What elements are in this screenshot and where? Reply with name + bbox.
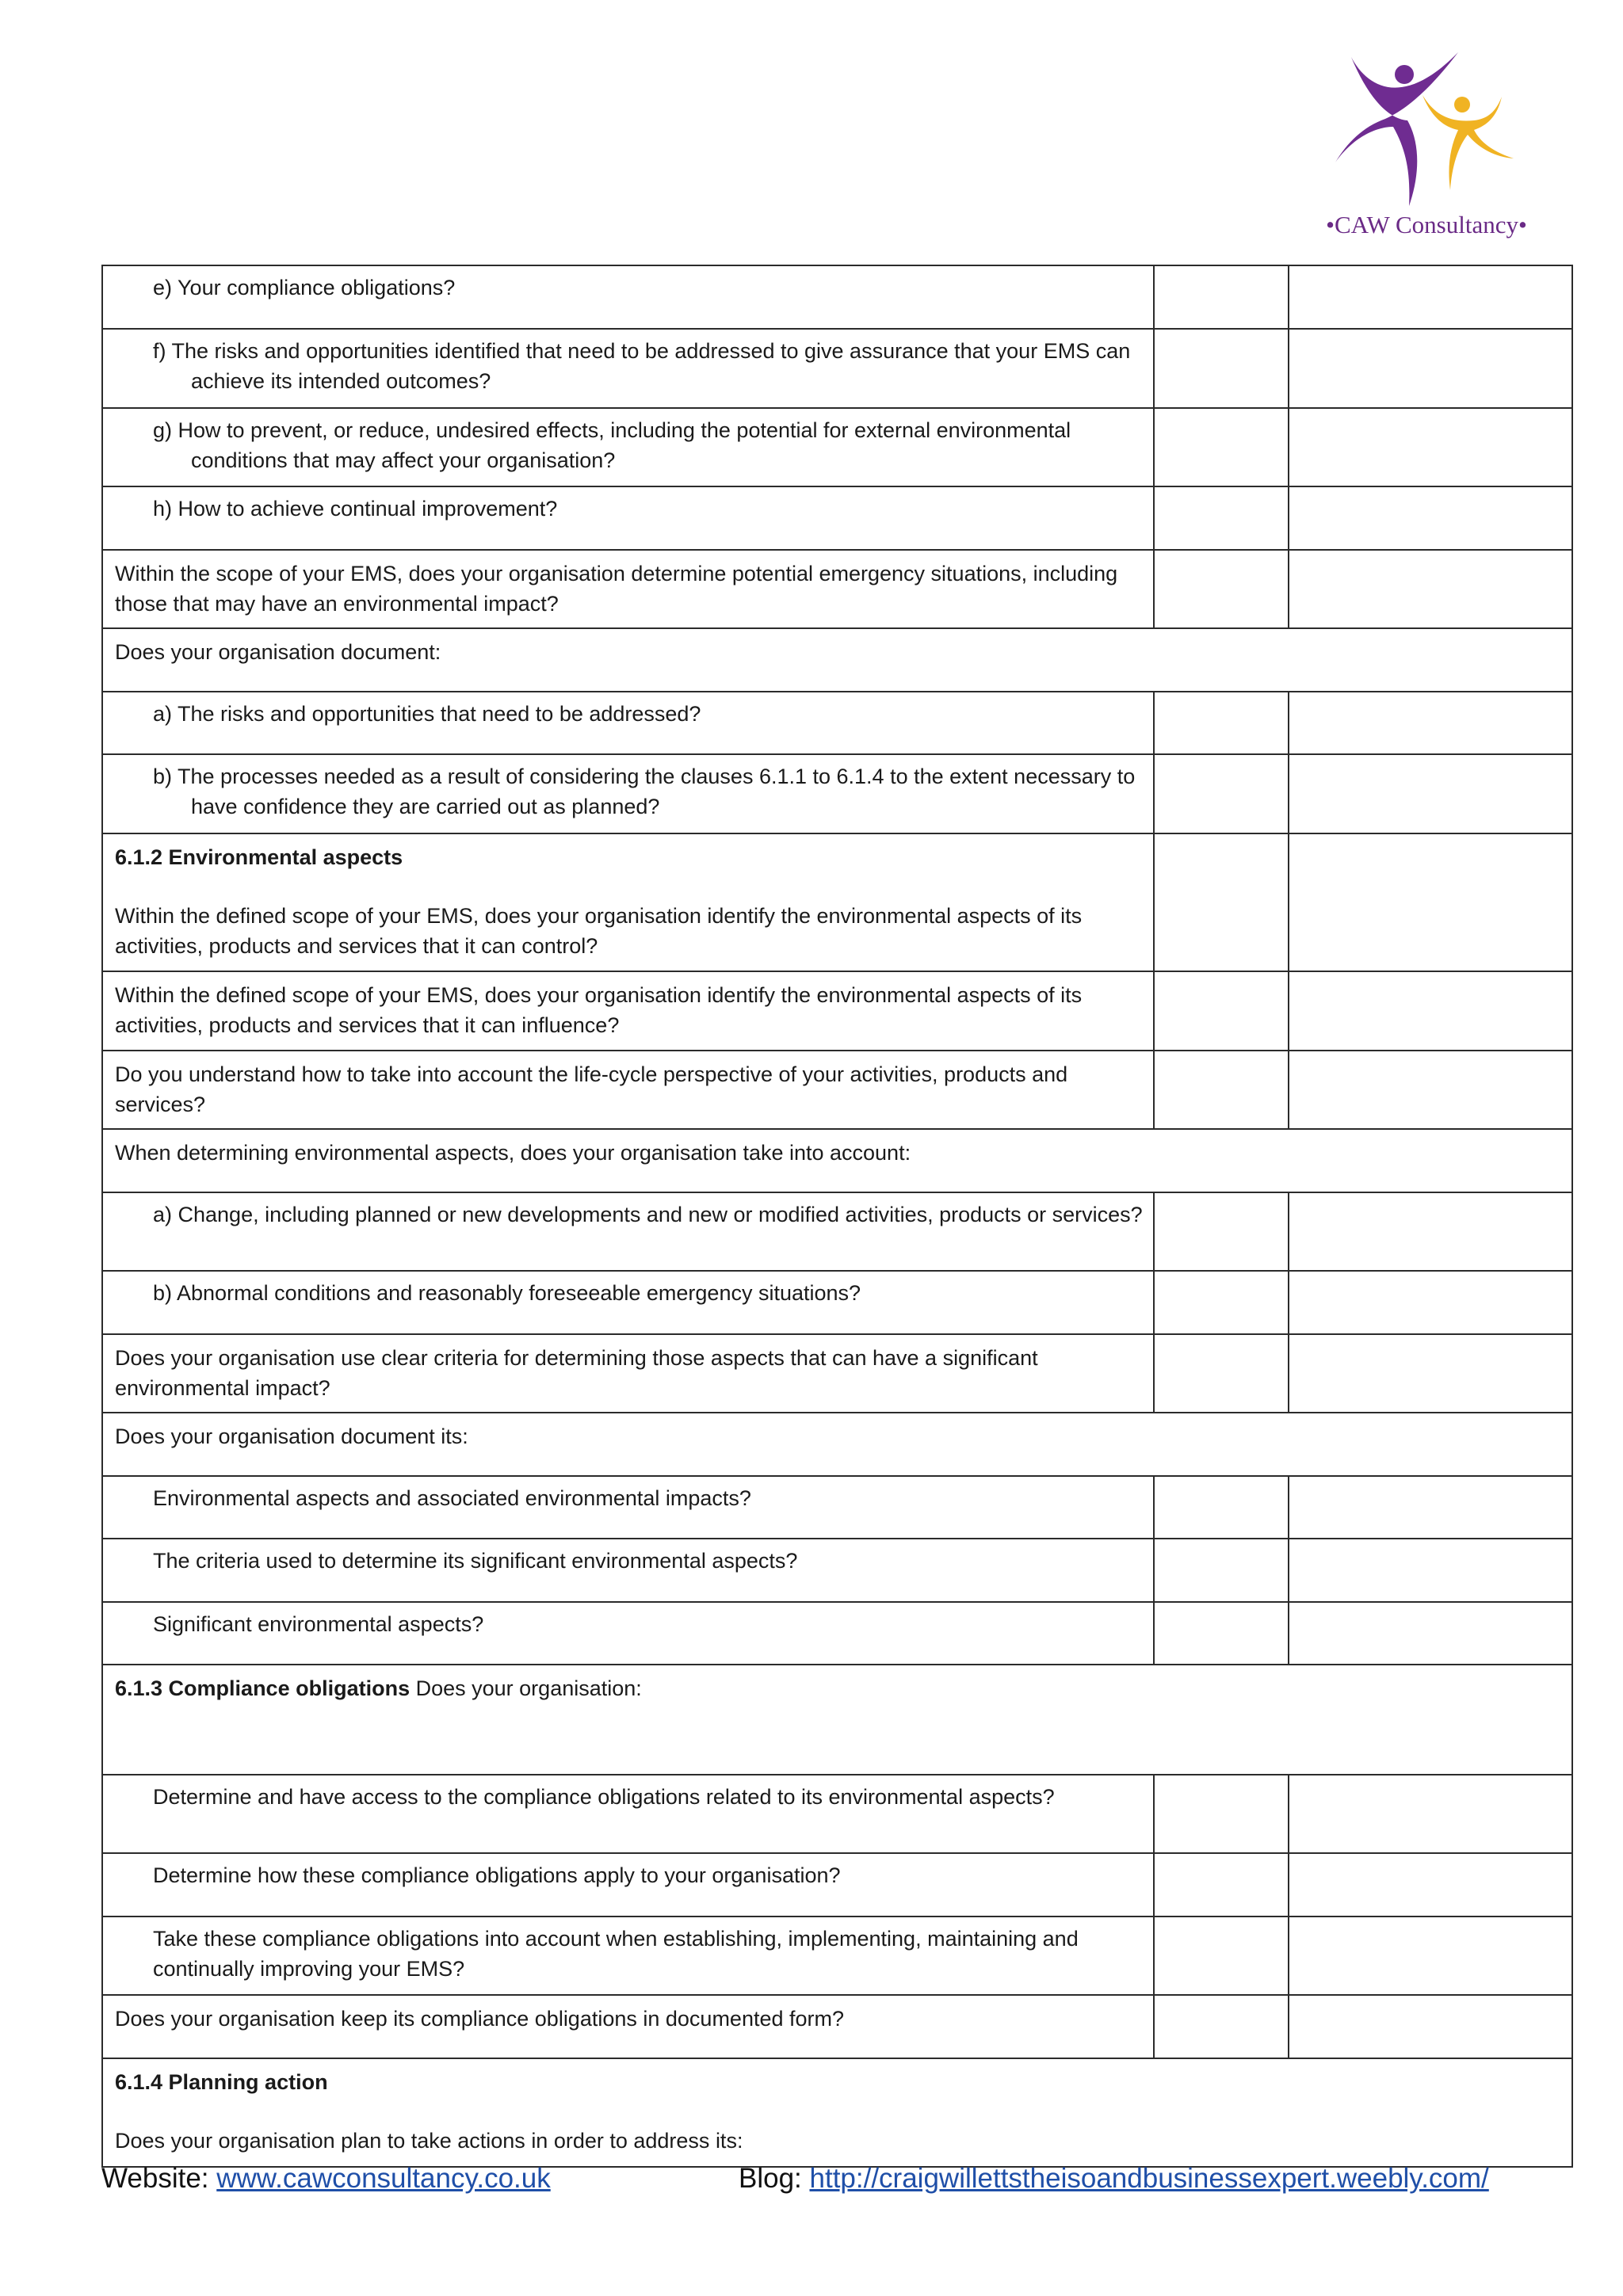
question-cell [102,1775,1154,1853]
answer-cell[interactable] [1154,971,1289,1051]
question-text: Determine and have access to the compliance obligations related to its environmental aspects? [153,1785,1055,1809]
question-text: Do you understand how to take into account the life-cycle perspective of your activities, products and services? [115,1062,1068,1116]
table-row [102,1853,1572,1917]
answer-cell[interactable] [1154,833,1289,971]
answer-cell[interactable] [1154,1334,1289,1413]
section-heading: 6.1.4 Planning action [115,2070,328,2094]
audit-checklist-table [101,265,1573,2168]
answer-cell[interactable] [1154,1917,1289,1995]
notes-cell[interactable] [1289,1917,1572,1995]
question-text: g) How to prevent, or reduce, undesired effects, including the potential for external environmental conditions that may affect your organisation? [153,418,1071,472]
table-row [102,754,1572,833]
answer-cell[interactable] [1154,1602,1289,1665]
answer-cell[interactable] [1154,1051,1289,1129]
question-text: Does your organisation: [415,1676,642,1700]
notes-cell[interactable] [1289,692,1572,754]
table-row [102,1271,1572,1334]
question-cell [102,1129,1572,1192]
question-text: h) How to achieve continual improvement? [153,497,558,521]
table-row [102,1917,1572,1995]
section-heading: 6.1.3 Compliance obligations [115,1676,411,1700]
question-cell [102,2058,1572,2167]
question-text: Within the scope of your EMS, does your organisation determine potential emergency situations, including those that may have an environmental impact? [115,562,1118,616]
notes-cell[interactable] [1289,971,1572,1051]
question-cell [102,1413,1572,1476]
question-text: a) Change, including planned or new developments and new or modified activities, products or services? [153,1203,1143,1226]
answer-cell[interactable] [1154,1271,1289,1334]
question-cell [102,486,1154,550]
answer-cell[interactable] [1154,1192,1289,1271]
table-row [102,971,1572,1051]
footer [101,2163,1575,2198]
question-text: Environmental aspects and associated environmental impacts? [153,1486,751,1510]
answer-cell[interactable] [1154,1775,1289,1853]
table-row [102,1665,1572,1775]
question-text: Take these compliance obligations into account when establishing, implementing, maintaining and continually improving your EMS? [153,1927,1079,1981]
answer-cell[interactable] [1154,1853,1289,1917]
question-text: a) The risks and opportunities that need to be addressed? [153,702,701,726]
logo-wordmark: •CAW Consultancy• [1326,211,1527,238]
question-cell [102,1539,1154,1602]
answer-cell[interactable] [1154,408,1289,486]
question-cell [102,1917,1154,1995]
notes-cell[interactable] [1289,329,1572,408]
notes-cell[interactable] [1289,1602,1572,1665]
question-cell [102,833,1154,971]
table-row [102,1602,1572,1665]
table-row [102,1192,1572,1271]
question-cell [102,692,1154,754]
notes-cell[interactable] [1289,754,1572,833]
table-row [102,1334,1572,1413]
notes-cell[interactable] [1289,265,1572,329]
table-row [102,1051,1572,1129]
table-row [102,1476,1572,1539]
section-heading: 6.1.2 Environmental aspects [115,845,403,869]
table-row [102,1129,1572,1192]
table-row [102,692,1572,754]
question-cell [102,754,1154,833]
question-text: Does your organisation document its: [115,1425,468,1448]
notes-cell[interactable] [1289,1476,1572,1539]
question-text: f) The risks and opportunities identified that need to be addressed to give assurance that your EMS can achieve its intended outcomes? [153,339,1131,393]
question-text: The criteria used to determine its significant environmental aspects? [153,1549,798,1573]
question-cell [102,971,1154,1051]
answer-cell[interactable] [1154,329,1289,408]
caw-logo-figures-icon [1331,48,1522,206]
question-cell [102,1476,1154,1539]
answer-cell[interactable] [1154,1995,1289,2058]
question-cell [102,1853,1154,1917]
table-row [102,2058,1572,2167]
answer-cell[interactable] [1154,692,1289,754]
answer-cell[interactable] [1154,486,1289,550]
notes-cell[interactable] [1289,1271,1572,1334]
question-cell [102,265,1154,329]
notes-cell[interactable] [1289,833,1572,971]
question-text: Does your organisation use clear criteria for determining those aspects that can have a significant environmental impact? [115,1346,1038,1400]
table-row [102,265,1572,329]
question-cell [102,550,1154,628]
question-cell [102,1995,1154,2058]
blog-block [739,2163,1489,2195]
table-row [102,628,1572,692]
question-cell [102,1051,1154,1129]
notes-cell[interactable] [1289,1775,1572,1853]
question-cell [102,408,1154,486]
notes-cell[interactable] [1289,1334,1572,1413]
website-label: Website: [101,2163,217,2194]
table-row [102,1995,1572,2058]
table-row [102,408,1572,486]
answer-cell[interactable] [1154,265,1289,329]
question-text: Determine how these compliance obligations apply to your organisation? [153,1863,841,1887]
question-cell [102,1192,1154,1271]
notes-cell[interactable] [1289,1051,1572,1129]
question-text: Significant environmental aspects? [153,1612,484,1636]
notes-cell[interactable] [1289,550,1572,628]
question-cell [102,1334,1154,1413]
question-cell [102,1665,1572,1775]
answer-cell[interactable] [1154,754,1289,833]
notes-cell[interactable] [1289,486,1572,550]
table-row [102,486,1572,550]
notes-cell[interactable] [1289,1995,1572,2058]
question-text: b) Abnormal conditions and reasonably foreseeable emergency situations? [153,1281,861,1305]
question-cell [102,1602,1154,1665]
question-text: Does your organisation document: [115,640,441,664]
question-cell [102,329,1154,408]
table-row [102,1413,1572,1476]
question-cell [102,628,1572,692]
table-row [102,550,1572,628]
answer-cell[interactable] [1154,1539,1289,1602]
notes-cell[interactable] [1289,1192,1572,1271]
question-text: b) The processes needed as a result of considering the clauses 6.1.1 to 6.1.4 to the extent necessary to have confidence they are carried out as planned? [153,765,1136,818]
notes-cell[interactable] [1289,1539,1572,1602]
question-text: Does your organisation plan to take actions in order to address its: [115,2129,743,2153]
answer-cell[interactable] [1154,1476,1289,1539]
table-row [102,833,1572,971]
answer-cell[interactable] [1154,550,1289,628]
notes-cell[interactable] [1289,1853,1572,1917]
table-row [102,1539,1572,1602]
blog-label: Blog: [739,2163,810,2194]
website-link[interactable]: www.cawconsultancy.co.uk [216,2163,551,2194]
question-text: Does your organisation keep its compliance obligations in documented form? [115,2007,845,2031]
caw-logo [1300,48,1553,246]
table-row [102,1775,1572,1853]
table-row [102,329,1572,408]
notes-cell[interactable] [1289,408,1572,486]
blog-link[interactable]: http://craigwillettstheisoandbusinessexpert.weebly.com/ [809,2163,1489,2194]
question-text: When determining environmental aspects, does your organisation take into account: [115,1141,911,1165]
question-text: Within the defined scope of your EMS, does your organisation identify the environmental aspects of its activities, products and services that it can influence? [115,983,1083,1037]
question-cell [102,1271,1154,1334]
question-text: Within the defined scope of your EMS, does your organisation identify the environmental aspects of its activities, products and services that it can control? [115,904,1083,958]
question-text: e) Your compliance obligations? [153,276,456,299]
